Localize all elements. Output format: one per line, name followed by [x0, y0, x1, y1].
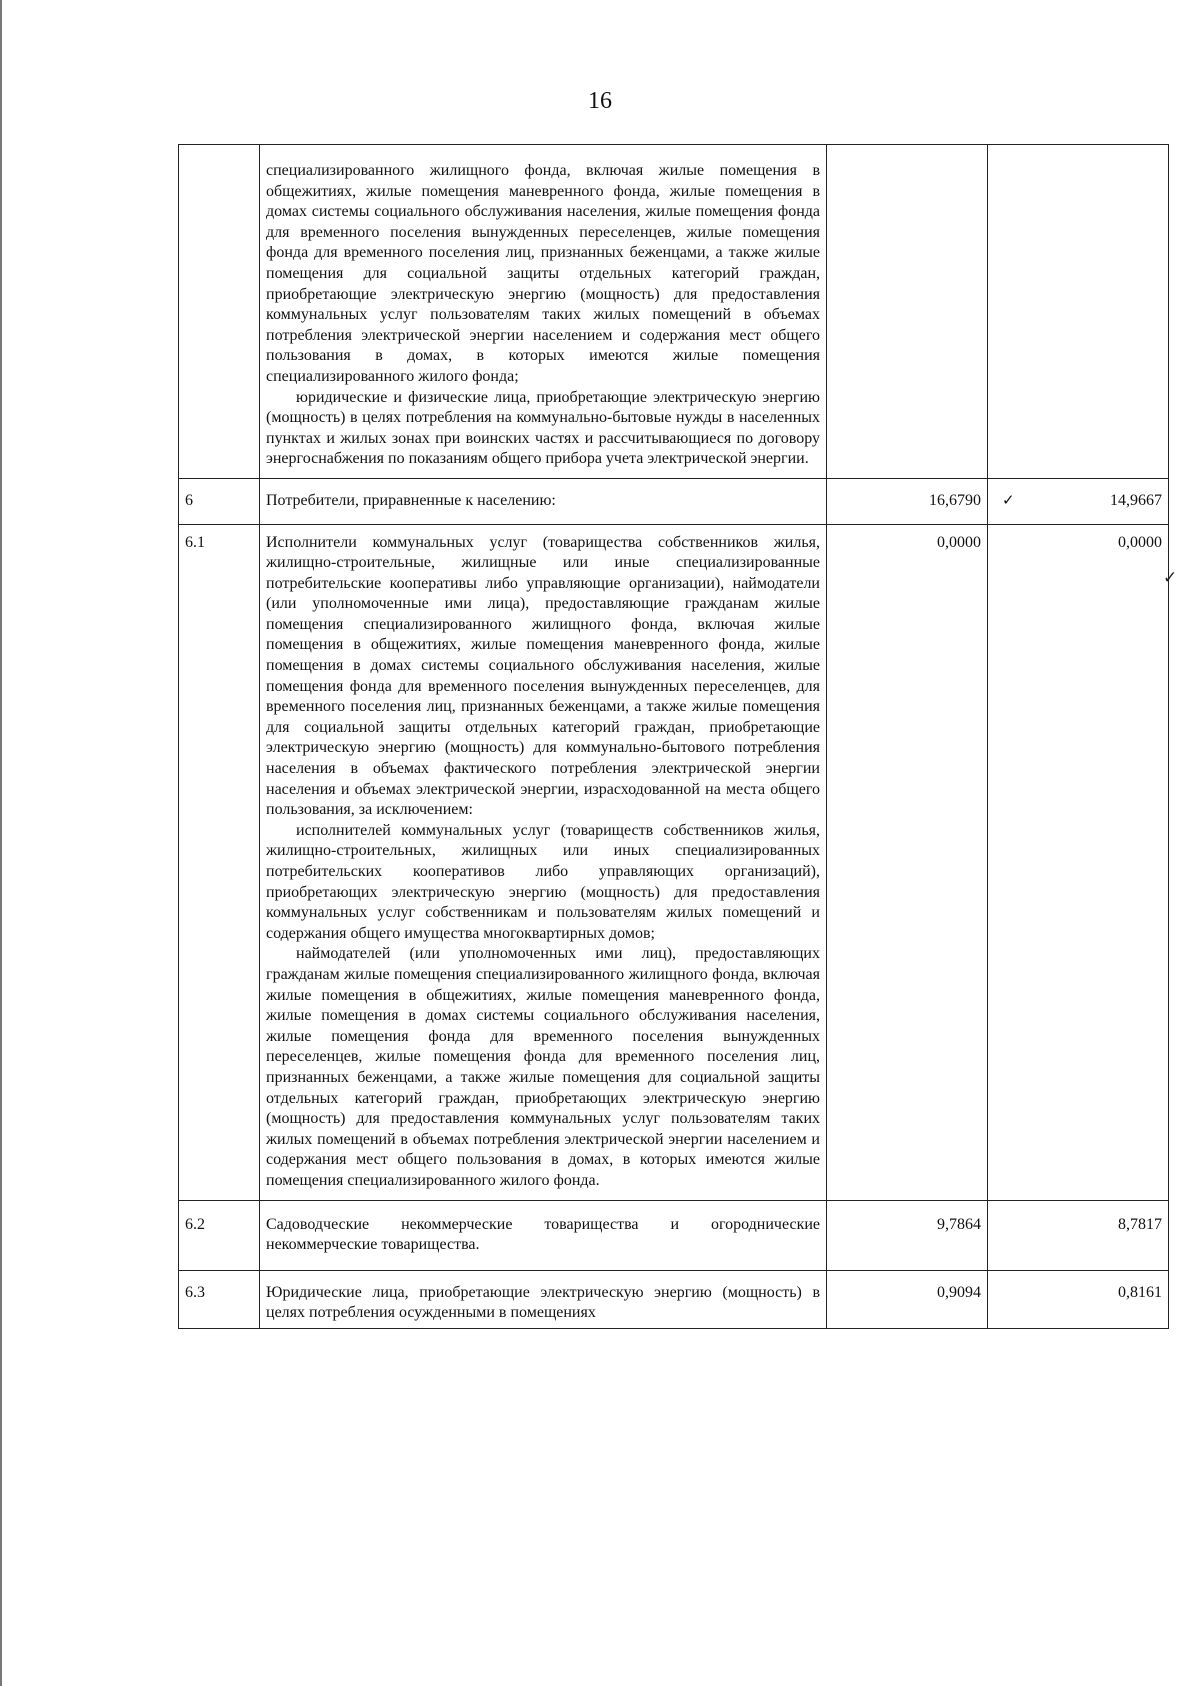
value-cell-1 [827, 145, 988, 479]
value-cell-2: 0,0000 [988, 524, 1169, 1200]
description-paragraph: Потребители, приравненные к населению: [266, 491, 556, 509]
value-cell-2-wrapper [988, 478, 1169, 524]
row-description [260, 1200, 827, 1270]
table-row [179, 1270, 1169, 1328]
description-paragraph: специализированного жилищного фонда, включая жилые помещения в общежитиях, жилые помещения маневренного фонда, жилые помещения в домах системы социального обслуживания населения, жилые помещения фонда для временного поселения вынужденных переселенцев, жилые помещения фонда для временного поселения лиц, признанных беженцами, а также жилые помещения для социальной защиты отдельных категорий граждан, приобретающие электрическую энергию (мощность) для предоставления коммунальных услуг пользователям таких жилых помещений в объемах потребления электрической энергии населением и содержания мест общего пользования в домах, в которых имеются жилые помещения специализированного жилого фонда; [266, 162, 820, 385]
value-cell-2 [988, 145, 1169, 479]
row-number [179, 145, 260, 479]
row-number: 6.1 [179, 524, 260, 1200]
row-description [260, 145, 827, 479]
description-paragraph: наймодателей (или уполномоченных ими лиц), предоставляющих гражданам жилые помещения специализированного жилищного фонда, включая жилые помещения в общежитиях, жилые помещения маневренного фонда, жилые помещения в домах системы социального обслуживания населения, жилые помещения фонда для временного поселения вынужденных переселенцев, жилые помещения фонда для временного поселения лиц, признанных беженцами, а также жилые помещения для социальной защиты отдельных категорий граждан, приобретающих электрическую энергию (мощность) для предоставления коммунальных услуг пользователям таких жилых помещений в объемах потребления электрической энергии населением и содержания мест общего пользования в домах, в которых имеются жилые помещения специализированного жилого фонда. [266, 945, 820, 1189]
row-description [260, 524, 827, 1200]
description-paragraph: Юридические лица, приобретающие электрическую энергию (мощность) в целях потребления осужденными в помещениях [266, 1283, 820, 1322]
table-row [179, 524, 1169, 1200]
row-description [260, 478, 827, 524]
table-row [179, 478, 1169, 524]
row-number: 6 [179, 478, 260, 524]
check-mark-icon: ✓ [1002, 492, 1015, 509]
value-cell-1: 0,9094 [827, 1270, 988, 1328]
row-number: 6.2 [179, 1200, 260, 1270]
description-paragraph: юридические и физические лица, приобретающие электрическую энергию (мощность) в целях потребления на коммунально-бытовые нужды в населенных пунктах и жилых зонах при воинских частях и рассчитывающиеся по договору энергоснабжения по показаниям общего прибора учета электрической энергии. [266, 388, 820, 468]
value-cell-1: 16,6790 [827, 478, 988, 524]
description-paragraph: Садоводческие некоммерческие товарищества и огороднические некоммерческие товарищества. [266, 1215, 820, 1254]
tariff-table [178, 144, 1169, 1329]
value-cell-1: 0,0000 [827, 524, 988, 1200]
row-number: 6.3 [179, 1270, 260, 1328]
binding-edge [0, 0, 2, 1686]
margin-check-mark: ✓ [1163, 568, 1178, 587]
value-cell-2: 0,8161 [988, 1270, 1169, 1328]
value-cell-1: 9,7864 [827, 1200, 988, 1270]
table-row [179, 1200, 1169, 1270]
row-description [260, 1270, 827, 1328]
page-number: 16 [588, 88, 612, 114]
value-cell-2: 14,9667 [1110, 491, 1162, 509]
description-paragraph: Исполнители коммунальных услуг (товарищества собственников жилья, жилищно-строительные, жилищные или иные специализированные потребительские кооперативы либо управляющие организации), наймодатели (или уполномоченные ими лица), предоставляющие гражданам жилые помещения специализированного жилищного фонда, включая жилые помещения в общежитиях, жилые помещения маневренного фонда, жилые помещения в домах системы социального обслуживания населения, жилые помещения фонда для временного поселения вынужденных переселенцев, для временного поселения лиц, признанных беженцами, а также жилые помещения для социальной защиты отдельных категорий граждан, приобретающие электрическую энергию (мощность) для коммунально-бытового потребления населения в объемах фактического потребления электрической энергии населения и объемах электрической энергии, израсходованной на места общего пользования, за исключением: [266, 533, 820, 819]
table-row [179, 145, 1169, 479]
description-paragraph: исполнителей коммунальных услуг (товариществ собственников жилья, жилищно-строительных, жилищных или иных специализированных потребительских кооперативов либо управляющих организаций), приобретающих электрическую энергию (мощность) для предоставления коммунальных услуг собственникам и пользователям жилых помещений и содержания общего имущества многоквартирных домов; [266, 821, 820, 942]
value-cell-2: 8,7817 [988, 1200, 1169, 1270]
